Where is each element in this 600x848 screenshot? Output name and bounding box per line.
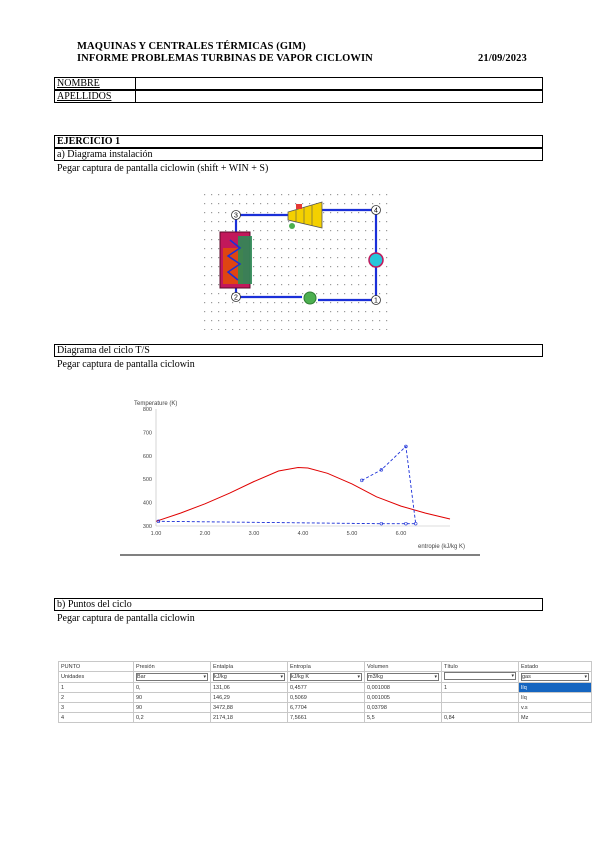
units-volumen[interactable]: m3/kg ▾ — [365, 672, 442, 683]
table-cell[interactable]: 0,001005 — [365, 693, 442, 703]
x-tick-label: 2.00 — [199, 531, 211, 537]
x-tick-label: 6.00 — [395, 531, 407, 537]
table-cell: 2 — [59, 693, 134, 703]
units-entropia[interactable]: kJ/kg K ▾ — [288, 672, 365, 683]
boiler — [220, 232, 252, 288]
table-cell[interactable]: 1 — [442, 683, 519, 693]
table-cell[interactable] — [442, 693, 519, 703]
ts-instruction: Pegar captura de pantalla ciclowin — [57, 359, 195, 370]
condenser — [369, 253, 383, 267]
exercise-title: EJERCICIO 1 — [54, 135, 543, 148]
table-cell[interactable]: 0,4577 — [288, 683, 365, 693]
table-row — [59, 713, 592, 723]
header-entropia: Entropía — [288, 662, 365, 672]
table-cell: 3 — [59, 703, 134, 713]
table-cell[interactable] — [442, 703, 519, 713]
header-presion: Presión — [134, 662, 211, 672]
apellidos-row — [54, 90, 543, 103]
table-cell[interactable]: 0,03798 — [365, 703, 442, 713]
table-cell[interactable]: v.s — [519, 703, 592, 713]
table-cell[interactable]: 0,5069 — [288, 693, 365, 703]
header-entalpia: Entalpía — [211, 662, 288, 672]
installation-diagram — [200, 190, 392, 330]
part-a-title: a) Diagrama instalación — [54, 148, 543, 161]
table-cell[interactable]: 131,06 — [211, 683, 288, 693]
table-cell[interactable]: Mz — [519, 713, 592, 723]
report-title: INFORME PROBLEMAS TURBINAS DE VAPOR CICLOWIN — [77, 53, 373, 64]
table-cell[interactable]: 0, — [134, 683, 211, 693]
units-entalpia[interactable]: kJ/kg ▾ — [211, 672, 288, 683]
node-3-label: 3 — [234, 212, 238, 220]
points-table — [58, 661, 592, 723]
table-row — [59, 693, 592, 703]
y-tick-label: 300 — [142, 524, 152, 530]
table-row — [59, 703, 592, 713]
table-cell[interactable]: 90 — [134, 693, 211, 703]
report-date: 21/09/2023 — [478, 53, 527, 64]
part-a-instruction: Pegar captura de pantalla ciclowin (shift + WIN + S) — [57, 163, 269, 174]
node-1-label: 1 — [374, 297, 378, 305]
y-tick-label: 400 — [142, 500, 152, 507]
table-cell[interactable]: 6,7704 — [288, 703, 365, 713]
table-cell[interactable]: 0,2 — [134, 713, 211, 723]
node-4-label: 4 — [374, 207, 378, 215]
ts-chart — [120, 394, 480, 556]
units-titulo[interactable]: ▾ — [442, 672, 519, 683]
y-tick-label: 800 — [142, 407, 152, 413]
x-tick-label: 4.00 — [297, 531, 309, 537]
table-cell: 1 — [59, 683, 134, 693]
units-estado[interactable]: gas ▾ — [519, 672, 592, 683]
pump — [304, 292, 316, 304]
part-b-title: b) Puntos del ciclo — [54, 598, 543, 611]
part-b-instruction: Pegar captura de pantalla ciclowin — [57, 613, 195, 624]
table-header-row — [59, 662, 592, 672]
table-cell[interactable]: 5,5 — [365, 713, 442, 723]
x-tick-label: 1.00 — [150, 531, 162, 537]
table-cell[interactable]: 0,84 — [442, 713, 519, 723]
x-axis-label: entropie (kJ/kg K) — [418, 544, 466, 550]
table-row — [59, 683, 592, 693]
apellidos-separator — [135, 91, 136, 102]
ts-title: Diagrama del ciclo T/S — [54, 344, 543, 357]
node-2-label: 2 — [234, 294, 238, 302]
header-punto: PUNTO — [59, 662, 134, 672]
course-title: MAQUINAS Y CENTRALES TÉRMICAS (GIM) — [77, 41, 306, 52]
x-tick-label: 5.00 — [346, 531, 358, 537]
units-presion[interactable]: Bar ▾ — [134, 672, 211, 683]
y-tick-label: 700 — [142, 430, 152, 437]
table-cell[interactable]: 90 — [134, 703, 211, 713]
table-cell[interactable]: 146,29 — [211, 693, 288, 703]
nombre-label: NOMBRE — [57, 78, 100, 89]
y-tick-label: 500 — [142, 477, 152, 484]
units-label: Unidades — [59, 672, 134, 683]
table-cell[interactable]: líq — [519, 693, 592, 703]
header-titulo: Título — [442, 662, 519, 672]
table-cell[interactable]: 0,001008 — [365, 683, 442, 693]
table-cell[interactable]: 7,5661 — [288, 713, 365, 723]
table-cell: 4 — [59, 713, 134, 723]
y-tick-label: 600 — [142, 453, 152, 460]
units-row — [59, 672, 592, 683]
y-axis-label: Temperature (K) — [134, 401, 178, 407]
table-cell[interactable]: líq — [519, 683, 592, 693]
table-cell[interactable]: 2174,18 — [211, 713, 288, 723]
nombre-row — [54, 77, 543, 90]
x-tick-label: 3.00 — [248, 531, 260, 537]
apellidos-label: APELLIDOS — [57, 91, 112, 102]
header-volumen: Volumen — [365, 662, 442, 672]
nombre-separator — [135, 78, 136, 89]
table-cell[interactable]: 3472,88 — [211, 703, 288, 713]
header-estado: Estado — [519, 662, 592, 672]
